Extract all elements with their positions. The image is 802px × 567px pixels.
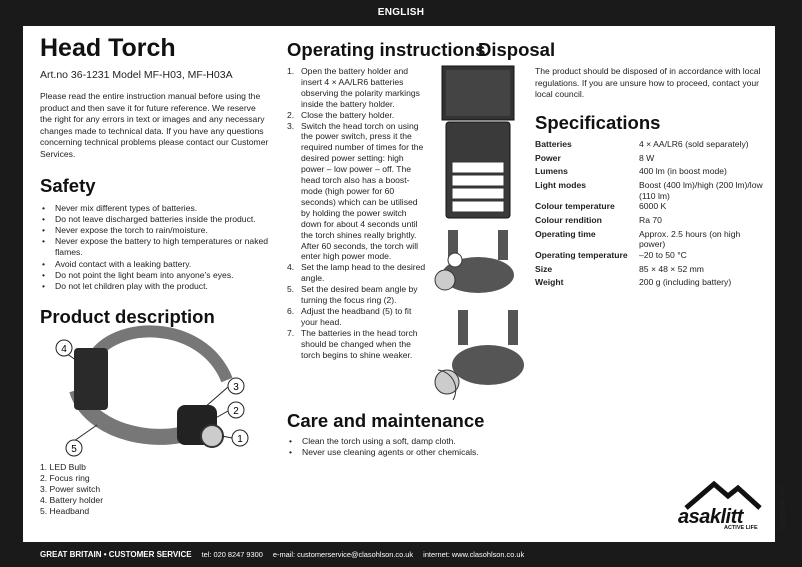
lamp-angle-illustration xyxy=(433,310,528,405)
svg-text:1: 1 xyxy=(237,434,243,445)
operating-steps xyxy=(287,66,427,360)
list-item: • Do not point the light beam into anyone’s eyes. xyxy=(40,270,270,281)
safety-list xyxy=(40,203,270,293)
led-bulb xyxy=(201,425,223,447)
list-item: 1. LED Bulb xyxy=(40,462,86,472)
battery-holder xyxy=(74,348,108,410)
intro-text: Please read the entire instruction manual before using the product and then save it for future reference. We reserve the right for any errors in text or images and any necessary changes made to technical data. If you have any questions concerning technical problems please contact our Customer Services. xyxy=(40,91,269,159)
version-label: Ver. 20160418 xyxy=(778,485,785,531)
top-strap xyxy=(92,331,227,380)
list-item: • Never mix different types of batteries. xyxy=(40,203,270,214)
list-item: 4. Battery holder xyxy=(40,494,104,505)
table-row: Size 85 × 48 × 52 mm xyxy=(535,263,704,274)
callout-line xyxy=(74,425,97,441)
svg-text:4: 4 xyxy=(61,344,67,355)
disposal-heading: Disposal xyxy=(478,39,556,60)
list-item: 2. Focus ring xyxy=(40,472,90,483)
left-column xyxy=(40,34,270,328)
care-list xyxy=(287,436,517,458)
footer-internet: internet: www.clasohlson.co.uk xyxy=(423,550,525,559)
language-label: ENGLISH xyxy=(377,7,425,18)
list-item: • Do not leave discharged batteries inside the product. xyxy=(40,214,270,225)
callout-1 xyxy=(232,430,248,446)
specifications-table xyxy=(535,139,763,291)
footer-tel: tel: 020 8247 9300 xyxy=(201,550,263,559)
top-bar xyxy=(0,0,802,26)
battery-holder-illustration xyxy=(432,62,524,222)
page-title: Head Torch xyxy=(40,34,176,62)
table-row: Power 8 W xyxy=(535,152,655,163)
list-item: 3. Power switch xyxy=(40,483,101,494)
disposal-text: The product should be disposed of in accordance with local regulations. If you are unsure how to proceed, contact your local council. xyxy=(535,66,761,100)
table-row: Colour rendition Ra 70 xyxy=(535,214,662,225)
callout-2 xyxy=(228,402,244,418)
list-item: • Never expose the torch to rain/moisture. xyxy=(40,225,270,236)
product-description-heading: Product description xyxy=(40,306,215,328)
table-row: Colour temperature 6000 K xyxy=(535,201,667,212)
list-item: 3. Switch the head torch on using the power switch, press it the required number of times for the desired power setting: high power – low power – off. The head torch also has a boost-mode (high power for 60 seconds) which can be utilised by holding the power switch down for about 4 seconds until the torch shines really brightly. After 60 seconds, the torch will enter high power mode. xyxy=(287,120,424,262)
list-item: • Do not let children play with the product. xyxy=(40,281,270,292)
table-row: Weight 200 g (including battery) xyxy=(535,277,732,288)
list-item: • Avoid contact with a leaking battery. xyxy=(40,259,270,270)
footer-service: GREAT BRITAIN • CUSTOMER SERVICE xyxy=(40,550,192,559)
specifications-heading: Specifications xyxy=(535,112,661,133)
operating-heading: Operating instructions xyxy=(287,39,486,60)
svg-text:5: 5 xyxy=(71,444,77,455)
brand-logo xyxy=(678,480,764,532)
callout-4 xyxy=(56,340,72,356)
svg-text:3: 3 xyxy=(233,382,239,393)
headtorch-illustration xyxy=(52,320,262,460)
list-item: 5. Headband xyxy=(40,505,90,516)
list-item: 5. Set the desired beam angle by turning the focus ring (2). xyxy=(287,284,418,306)
table-row: Light modes Boost (400 lm)/high (200 lm)/low (110 lm) xyxy=(535,179,763,201)
callout-5 xyxy=(66,440,82,456)
list-item: 2. Close the battery holder. xyxy=(287,109,395,120)
article-number: Art.no 36-1231 Model MF-H03, MF-H03A xyxy=(40,69,233,81)
table-row: Lumens 400 lm (in boost mode) xyxy=(535,166,727,177)
list-item: • Clean the torch using a soft, damp cloth. xyxy=(287,436,517,447)
safety-heading: Safety xyxy=(40,174,96,196)
list-item: 4. Set the lamp head to the desired angle. xyxy=(287,262,426,284)
list-item: 7. The batteries in the head torch should be changed when the torch begins to shine weaker. xyxy=(287,327,418,360)
footer xyxy=(40,550,532,559)
list-item: 1. Open the battery holder and insert 4 × AA/LR6 batteries observing the polarity markings inside the battery holder. xyxy=(287,66,420,109)
callout-line xyxy=(204,387,228,408)
list-item: • Never expose the battery to high temperatures or naked flames. xyxy=(40,236,270,258)
list-item: • Never use cleaning agents or other chemicals. xyxy=(287,447,517,458)
parts-list xyxy=(40,462,240,517)
logo-wordmark: asaklitt xyxy=(678,506,743,528)
power-switch-illustration xyxy=(433,230,523,300)
footer-email: e-mail: customerservice@clasohlson.co.uk xyxy=(272,550,414,559)
callout-3 xyxy=(228,378,244,394)
care-heading: Care and maintenance xyxy=(287,410,485,431)
table-row: Operating temperature –20 to 50 °C xyxy=(535,250,687,261)
list-item: 6. Adjust the headband (5) to fit your head. xyxy=(287,305,412,327)
logo-tagline: ACTIVE LIFE xyxy=(724,525,758,531)
table-row: Batteries 4 × AA/LR6 (sold separately) xyxy=(535,139,749,149)
table-row: Operating time Approx. 2.5 hours (on high power) xyxy=(535,228,741,250)
svg-text:2: 2 xyxy=(233,406,239,417)
